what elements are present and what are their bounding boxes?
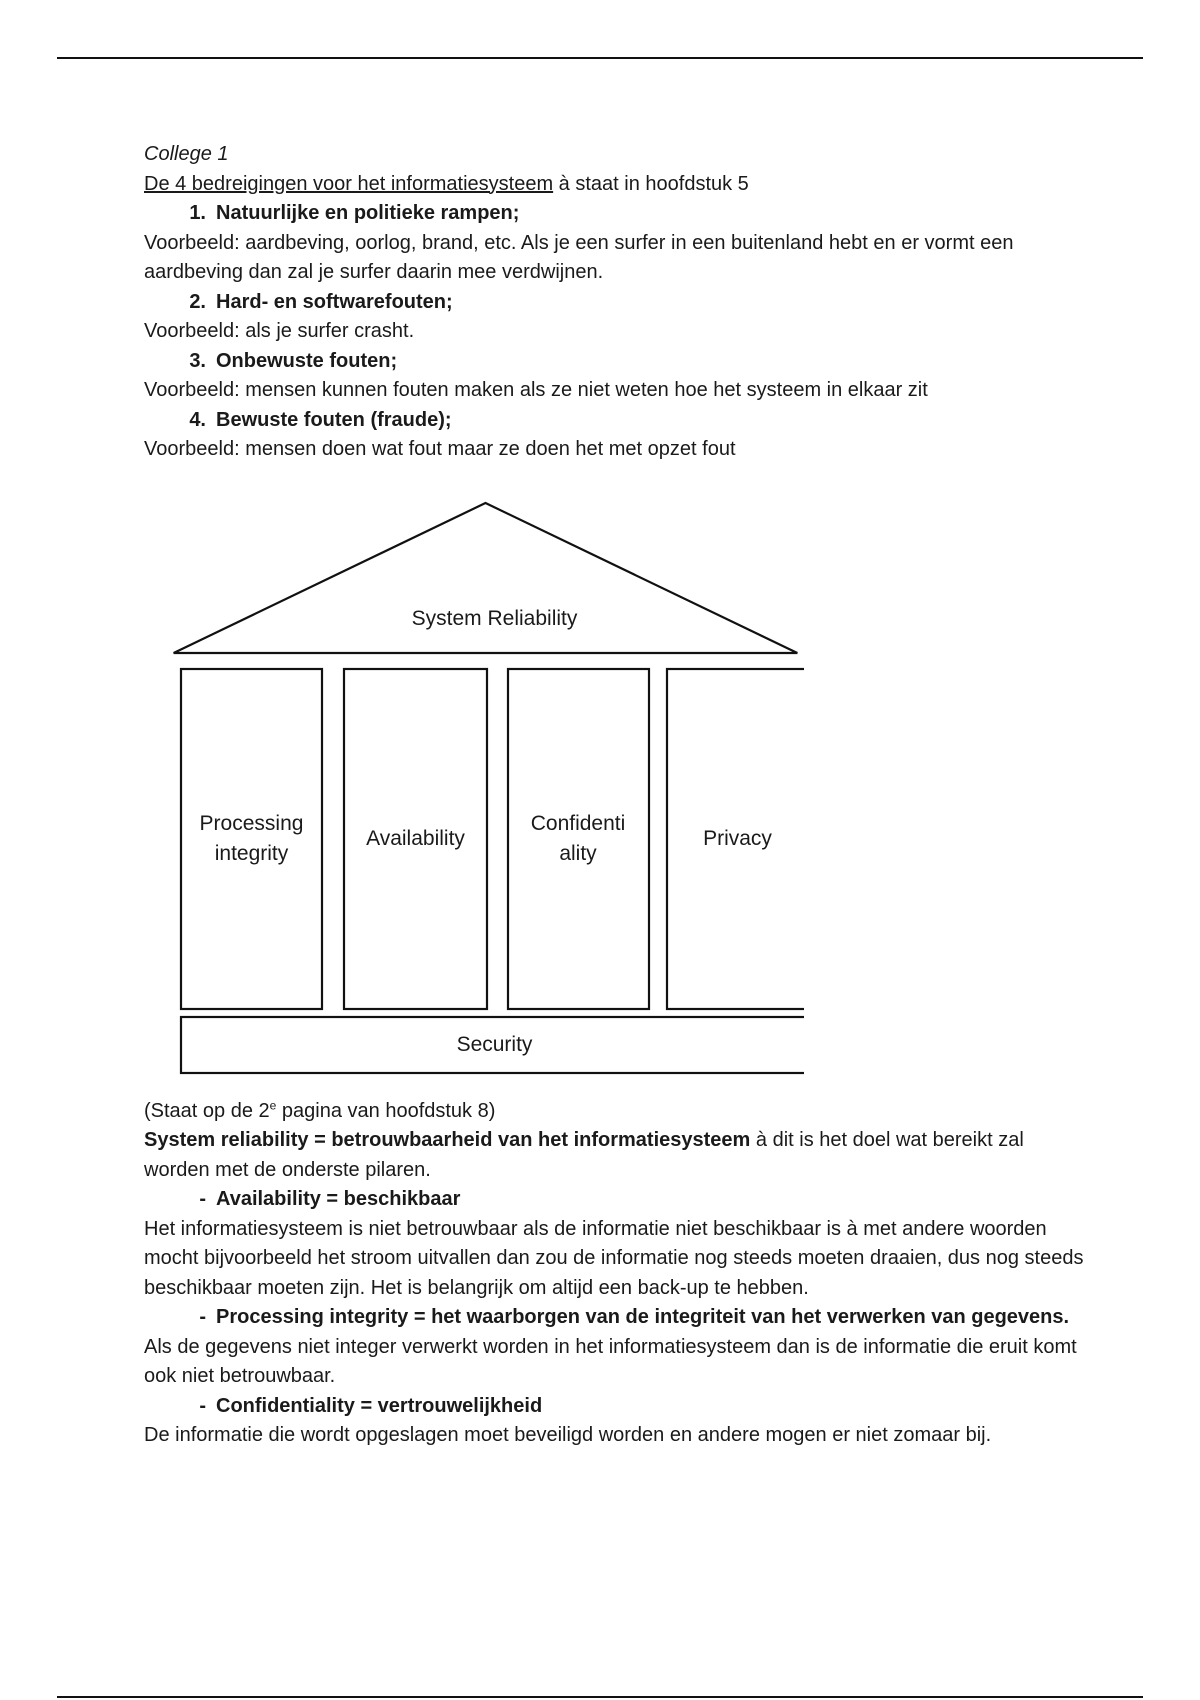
list-dash: - [199,1394,206,1417]
threat-title: Onbewuste fouten; [216,349,398,372]
pillar-explanation: Als de gegevens niet integer verwerkt worden in het informatiesysteem dan is de informatie die eruit komt ook niet betrouwbaar. [144,1335,1077,1387]
pillar-label: Privacy [703,826,772,850]
threat-example: Voorbeeld: mensen doen wat fout maar ze doen het met opzet fout [144,438,736,460]
threat-item [144,347,1084,377]
list-number: 1. [189,202,206,224]
list-number: 3. [189,349,206,372]
document-body [144,140,1084,1451]
list-number: 4. [189,408,206,431]
pillar-item [144,1303,1084,1333]
threat-example: Voorbeeld: aardbeving, oorlog, brand, etc. Als je een surfer in een buitenland hebt en er vormt een aardbeving dan zal je surfer daarin mee verdwijnen. [144,231,1014,283]
threats-intro-title: De 4 bedreigingen voor het informatiesysteem [144,172,554,195]
pillar-explanation: Het informatiesysteem is niet betrouwbaar als de informatie niet beschikbaar is à met andere woorden mocht bijvoorbeeld het stroom uitvallen dan zou de informatie nog steeds moeten draaien, dus nog steeds beschikbaar moeten zijn. Het is belangrijk om altijd een back-up te hebben. [144,1217,1084,1299]
page-heading: College 1 [144,143,229,165]
pillar-title: Availability = beschikbaar [216,1188,461,1210]
threat-item [144,288,1084,318]
threat-example: Voorbeeld: als je surfer crasht. [144,320,415,342]
caption-superscript: e [269,1097,277,1112]
header-rule [57,57,1143,59]
pillar-explanation: De informatie die wordt opgeslagen moet beveiligd worden en andere mogen er niet zomaar bij. [144,1424,992,1446]
pillar-title: Confidentiality = vertrouwelijkheid [216,1394,543,1417]
list-dash: - [199,1188,206,1210]
threat-title: Hard- en softwarefouten; [216,290,453,313]
reliability-term: System reliability = betrouwbaarheid van het informatiesysteem [144,1129,751,1151]
threat-title: Natuurlijke en politieke rampen; [216,202,520,224]
list-number: 2. [189,290,206,313]
threat-item [144,406,1084,436]
foundation-label: Security [456,1032,533,1056]
reliability-definition [144,1126,1084,1185]
threats-intro-rest: à staat in hoofdstuk 5 [553,172,749,195]
diagram-caption [144,1097,1084,1127]
caption-text: pagina van hoofdstuk 8) [276,1099,496,1122]
threat-item [144,199,1084,229]
threat-title: Bewuste fouten (fraude); [216,408,452,431]
pillar-label: Processing integrity [199,811,304,865]
pillar-title: Processing integrity = het waarborgen van de integriteit van het verwerken van gegevens. [216,1306,1070,1328]
pillar-item [144,1185,1084,1215]
threat-example: Voorbeeld: mensen kunnen fouten maken als ze niet weten hoe het systeem in elkaar zit [144,379,928,401]
list-dash: - [199,1306,206,1328]
pillar-label: Confidenti ality [530,811,626,865]
pillar-label: Availability [366,826,465,850]
pillar-item [144,1392,1084,1422]
reliability-house-diagram [144,489,804,1089]
caption-text: (Staat op de 2 [144,1099,270,1122]
footer-rule [57,1696,1143,1698]
roof-label: System Reliability [411,606,578,630]
threats-intro [144,170,1084,200]
reliability-explanation: à dit is het doel wat bereikt zal worden met de onderste pilaren. [144,1129,1024,1181]
